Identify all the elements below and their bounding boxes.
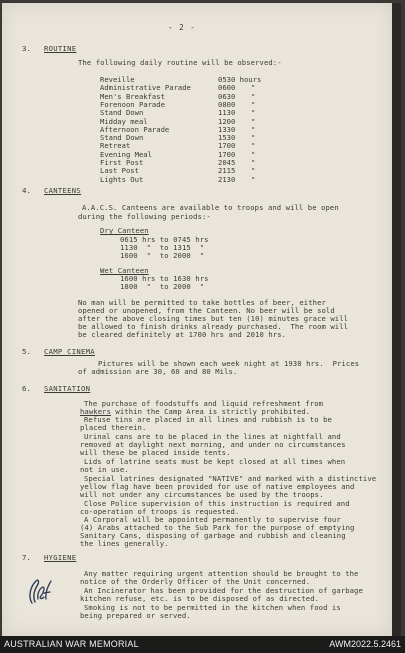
hygiene-line-3: An Incinerator has been provided for the destruction of garbage — [84, 586, 363, 595]
page-edge-shadow — [392, 3, 401, 636]
routine-intro: The following daily routine will be observed:- — [78, 58, 282, 67]
section-6-heading: SANITATION — [44, 384, 91, 393]
canteens-intro-2: during the following periods:- — [78, 212, 211, 221]
section-5-number: 5. — [22, 347, 31, 356]
hygiene-line-1: Any matter requiring urgent attention should be brought to the — [84, 569, 359, 578]
sanitation-line-13: Close Police supervision of this instruction is required and — [84, 499, 350, 508]
wet-canteen-time-2: 1800 " to 2000 " — [120, 282, 205, 291]
hygiene-line-4: kitchen refuse, etc. is to be disposed of as directed. — [80, 594, 320, 603]
dry-canteen-time-3: 1600 " to 2000 " — [120, 251, 205, 260]
cinema-line-2: of admission are 30, 60 and 80 Mils. — [78, 367, 238, 376]
routine-row-name: Stand Down — [100, 133, 144, 143]
routine-row-name: Lights Out — [100, 174, 144, 184]
routine-row-name: Evening Meal — [100, 149, 152, 159]
sanitation-line-7: will these be placed inside tents. — [80, 448, 231, 457]
routine-row-time: 1530 — [218, 133, 236, 143]
sanitation-line-1: The purchase of foodstuffs and liquid refreshment from — [84, 399, 324, 408]
routine-row-name: First Post — [100, 158, 144, 167]
sanitation-line-8: Lids of latrine seats must be kept closed at all times when — [84, 457, 346, 466]
footer-accession-number: AWM2022.5.2461 — [329, 639, 401, 649]
canteens-para-4: be allowed to finish drinks already purchased. The room will — [78, 322, 349, 331]
sanitation-hawkers: hawkers — [80, 407, 111, 416]
sanitation-line-10: Special latrines designated "NATIVE" and marked with a distinctive — [84, 474, 377, 483]
section-4-heading: CANTEENS — [44, 186, 82, 195]
section-5-heading: CAMP CINEMA — [44, 347, 95, 356]
canteens-para-1: No man will be permitted to take bottles of beer, either — [78, 298, 326, 307]
routine-row-time: 2115 — [218, 166, 236, 176]
routine-row-ditto: " — [251, 99, 256, 109]
section-7-heading: HYGIENE — [44, 553, 77, 562]
section-6-number: 6. — [22, 384, 31, 393]
routine-row-time: 1200 — [218, 116, 236, 126]
routine-row-time: 2130 — [218, 174, 236, 184]
section-3-number: 3. — [22, 44, 31, 53]
routine-row-ditto: " — [251, 133, 256, 143]
routine-row-name: Afternoon Parade — [100, 124, 170, 134]
sanitation-line-14: co-operation of troops is requested. — [80, 507, 240, 516]
sanitation-line-15: A Corporal will be appointed permanently to supervise four — [84, 515, 341, 524]
routine-row-time: 2045 — [218, 158, 236, 167]
routine-row-time: 0800 — [218, 99, 236, 109]
section-7-number: 7. — [22, 553, 31, 562]
dry-canteen-title: Dry Canteen — [100, 226, 149, 235]
sanitation-line-6: removed at daylight next morning, and under no circumstances — [80, 440, 346, 449]
canteens-para-3: after the above closing times but ten (10) minutes grace will — [78, 314, 349, 323]
canteens-para-5: be cleared definitely at 1700 hrs and 2010 hrs. — [78, 330, 287, 339]
sanitation-line-3: Refuse tins are placed in all lines and rubbish is to be — [84, 415, 332, 424]
section-3-heading: ROUTINE — [44, 44, 77, 53]
wet-canteen-time-1: 1600 hrs to 1630 hrs — [120, 274, 209, 283]
hygiene-line-5: Smoking is not to be permitted in the kitchen when food is — [84, 603, 341, 612]
hygiene-line-6: being prepared or served. — [80, 611, 191, 620]
routine-row-ditto: " — [251, 124, 256, 134]
routine-row-ditto: " — [251, 108, 256, 118]
section-4-number: 4. — [22, 186, 31, 195]
routine-row-time: 0530 hours — [218, 75, 262, 84]
routine-row-ditto: " — [251, 83, 256, 93]
routine-row-time: 1700 — [218, 149, 236, 159]
handwritten-initials — [20, 569, 60, 609]
canteens-intro-1: A.A.C.S. Canteens are available to troops and will be open — [82, 203, 339, 212]
routine-row-name: Last Post — [100, 166, 139, 176]
wet-canteen-title: Wet Canteen — [100, 266, 149, 275]
routine-row-name: Forenoon Parade — [100, 99, 165, 109]
routine-row-name: Stand Down — [100, 108, 144, 118]
routine-row-ditto: " — [251, 166, 256, 176]
sanitation-line-5: Urinal cans are to be placed in the lines at nightfall and — [84, 432, 341, 441]
page-number: - 2 - — [168, 23, 196, 32]
routine-row-ditto: " — [251, 158, 256, 167]
sanitation-line-11: yellow flag have been provided for use of native employees and — [80, 482, 355, 491]
footer-institution: AUSTRALIAN WAR MEMORIAL — [4, 639, 139, 649]
sanitation-line-17: Sanitary Cans, disposing of garbage and rubbish and cleaning — [80, 531, 346, 540]
hygiene-line-2: notice of the Orderly Officer of the Unit concerned. — [80, 577, 311, 586]
routine-row-name: Reveille — [100, 75, 135, 84]
sanitation-line-9: not in use. — [80, 465, 129, 474]
routine-row-name: Administrative Parade — [100, 83, 191, 93]
routine-row-time: 1700 — [218, 141, 236, 151]
routine-row-ditto: " — [251, 141, 256, 151]
routine-row-name: Midday meal — [100, 116, 148, 126]
sanitation-line-18: the lines generally. — [80, 539, 169, 548]
dry-canteen-time-2: 1130 " to 1315 " — [120, 243, 205, 252]
routine-row-ditto: " — [251, 116, 256, 126]
canteens-para-2: opened or unopened, from the Canteen. No beer will be sold — [78, 306, 335, 315]
routine-row-name: Retreat — [100, 141, 131, 151]
routine-row-ditto: " — [251, 149, 256, 159]
sanitation-line-16: (4) Arabs attached to the Sub Park for the purpose of emptying — [80, 523, 355, 532]
routine-row-ditto: " — [251, 91, 256, 101]
routine-row-time: 1130 — [218, 108, 236, 118]
sanitation-line-2-rest: within the Camp Area is strictly prohibited. — [111, 407, 311, 416]
dry-canteen-time-1: 0615 hrs to 0745 hrs — [120, 235, 209, 244]
archive-footer — [0, 636, 405, 653]
cinema-line-1: Pictures will be shown each week night at 1930 hrs. Prices — [98, 359, 360, 368]
document-page — [2, 3, 392, 636]
routine-row-time: 1330 — [218, 124, 236, 134]
routine-row-time: 0600 — [218, 83, 236, 93]
routine-row-time: 0630 — [218, 91, 236, 101]
routine-row-name: Men's Breakfast — [100, 91, 165, 101]
sanitation-line-12: will not under any circumstances be used by the troops. — [80, 490, 324, 499]
sanitation-line-4: placed therein. — [80, 423, 147, 432]
routine-row-ditto: " — [251, 174, 256, 184]
